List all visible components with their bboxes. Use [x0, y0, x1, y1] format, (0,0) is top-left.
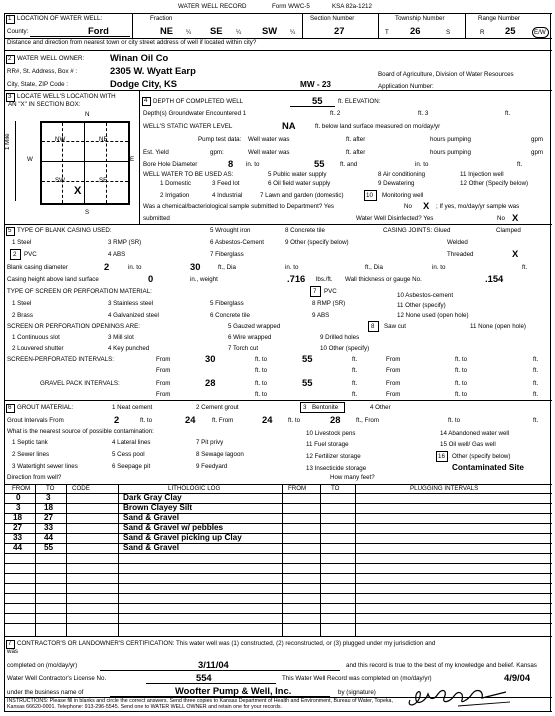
grout-ft-end: ft.	[533, 417, 539, 424]
township-value: 26	[410, 25, 421, 36]
record-completed-label: This Water Well Record was completed on (mo/day/yr)	[282, 675, 432, 682]
city-value: Dodge City, KS	[110, 78, 178, 89]
ksa-reference: KSA 82a-1212	[332, 3, 372, 10]
opening-8-label: Saw cut	[384, 323, 407, 330]
blank-ft-dia: ft., Dia	[218, 264, 236, 271]
plugging-intervals-header: PLUGGING INTERVALS	[410, 485, 479, 492]
screen-intervals-label: SCREEN-PERFORATED INTERVALS:	[7, 356, 114, 363]
record-true-text: and this record is true to the best of my knowledge and belief. Kansas	[346, 662, 537, 669]
business-name-label: under the business name of	[7, 689, 84, 696]
chem-if-yes: ; If yes, mo/day/yr sample was	[436, 203, 520, 210]
yield-label: Est. Yield	[143, 149, 169, 156]
opening-2: 2 Louvered shutter	[12, 345, 64, 352]
use-2: 2 Irrigation	[160, 192, 190, 199]
nw-label: NW	[55, 136, 66, 143]
gp-ft-1: ft.	[352, 380, 358, 387]
depth-label: DEPTH OF COMPLETED WELL	[153, 98, 244, 105]
material-12: 12 None used (open hole)	[397, 312, 469, 319]
gw-ft-2: ft. 2	[330, 110, 341, 117]
use-6: 6 Oil field water supply	[268, 180, 331, 187]
contam-5: 5 Cess pool	[112, 451, 145, 458]
contam-12: 12 Fertilizer storage	[306, 453, 361, 460]
depth-value: 55	[312, 95, 323, 106]
opening-1: 1 Continuous slot	[12, 334, 60, 341]
log-from-header: FROM	[12, 485, 31, 492]
opening-4: 4 Key punched	[108, 345, 150, 352]
city-label: City, State, ZIP Code :	[7, 81, 68, 88]
log-row-from: 44	[13, 543, 23, 552]
plug-from-header: FROM	[288, 485, 307, 492]
business-name-value: Woofter Pump & Well, Inc.	[175, 685, 292, 696]
gp-ft-to-2: ft. to	[455, 380, 468, 387]
log-row-from: 0	[16, 493, 21, 502]
ne-label: NE	[99, 136, 108, 143]
blank-diameter-label: Blank casing diameter	[7, 264, 68, 271]
material-3: 3 Stainless steel	[108, 300, 154, 307]
log-row-description: Sand & Gravel w/ pebbles	[123, 523, 224, 532]
water-was-2: Well water was	[248, 149, 290, 156]
contam-9: 9 Feedyard	[196, 463, 228, 470]
gp-from-3: From	[156, 391, 171, 398]
screen-material-label: TYPE OF SCREEN OR PERFORATION MATERIAL:	[7, 288, 152, 295]
well-location-x: X	[74, 185, 82, 197]
contam-6: 6 Seepage pit	[112, 463, 151, 470]
quarter-mark: ¼	[290, 29, 296, 36]
yield-gpm: gpm:	[210, 149, 224, 156]
log-code-header: CODE	[72, 485, 90, 492]
lbs-ft: lbs./ft.	[316, 276, 333, 283]
section-5-number: 5	[8, 227, 12, 234]
static-level-rest: ft. below land surface measured on mo/day/yr	[315, 123, 441, 130]
bore-label: Bore Hole Diameter	[143, 161, 198, 168]
section-grid	[40, 121, 130, 205]
contam-8: 8 Sewage lagoon	[196, 451, 244, 458]
frame-top	[4, 13, 552, 14]
spi-from-2: From	[386, 356, 401, 363]
license-label: Water Well Contractor's License No.	[7, 675, 107, 682]
gp-from-2: From	[386, 380, 401, 387]
grout-4: 4 Other	[370, 404, 391, 411]
owner-label: WATER WELL OWNER:	[17, 55, 85, 62]
township-s: S	[446, 29, 451, 36]
use-12: 12 Other (Specify below)	[460, 180, 529, 187]
township-label: Township Number	[395, 15, 445, 22]
gp-to-value: 55	[302, 377, 313, 388]
spi-ft-1: ft.	[352, 356, 358, 363]
blank-to-value: 30	[190, 261, 201, 272]
bore-value: 8	[228, 158, 234, 169]
se-label: SE	[99, 177, 108, 184]
blank-diameter-value: 2	[104, 261, 110, 272]
joints-threaded: Threaded	[447, 251, 474, 258]
bore-to-value: 55	[314, 158, 325, 169]
pump-test-label: Pump test data:	[198, 136, 242, 143]
one-mile-label: 1 Mile	[4, 133, 11, 150]
material-1: 1 Steel	[12, 300, 32, 307]
log-row-description: Brown Clayey Silt	[123, 503, 193, 512]
hours-pumping-2: hours pumping	[430, 149, 471, 156]
lithologic-log-header: LITHOLOGIC LOG	[168, 485, 221, 492]
gp-from-4: From	[386, 391, 401, 398]
address-value: 2305 W. Wyatt Earp	[110, 65, 196, 76]
log-row-to: 18	[44, 503, 54, 512]
casing-4: 4 ABS	[108, 251, 126, 258]
form-number: Form WWC-5	[272, 3, 310, 10]
material-8: 8 RMP (SR)	[312, 300, 346, 307]
casing-7: 7 Fiberglass	[210, 251, 244, 258]
contam-2: 2 Sewer lines	[12, 451, 50, 458]
opening-7: 7 Torch cut	[228, 345, 259, 352]
log-row-from: 3	[16, 503, 21, 512]
frame-bottom	[4, 711, 552, 712]
spi-from-1: From	[156, 356, 171, 363]
blank-in-to: in. to	[128, 264, 142, 271]
disinfected-question: Water Well Disinfected? Yes	[356, 215, 434, 222]
log-row-from: 33	[13, 533, 23, 542]
use-4: 4 Industrial	[212, 192, 243, 199]
casing-2-label: PVC	[24, 251, 37, 258]
application-number-label: Application Number:	[378, 83, 434, 90]
use-8: 8 Air conditioning	[378, 171, 426, 178]
contam-3: 3 Watertight sewer lines	[12, 463, 78, 470]
weight-value: .716	[287, 273, 306, 284]
gp-ft-to-4: ft. to	[455, 391, 468, 398]
section-3-number: 3	[8, 93, 12, 100]
board-text: Board of Agriculture, Division of Water Resources	[378, 71, 514, 78]
gp-from-1: From	[156, 380, 171, 387]
gp-ft-4: ft.	[533, 391, 539, 398]
log-row-description: Dark Gray Clay	[123, 493, 182, 502]
wall-thickness-label: Wall thickness or gauge No.	[345, 276, 422, 283]
owner-value: Winan Oil Co	[110, 52, 169, 63]
static-level-value: NA	[282, 120, 296, 131]
mile-scale-line	[15, 121, 16, 201]
location-heading: LOCATION OF WATER WELL:	[17, 15, 103, 22]
locate-heading-1: LOCATE WELL'S LOCATION WITH	[17, 93, 116, 100]
section-7-number: 7	[8, 640, 12, 647]
spi-ft-to-3: ft. to	[255, 367, 268, 374]
quarter-mark: ¼	[186, 29, 192, 36]
gpm-1: gpm	[531, 136, 544, 143]
casing-height-value: 0	[148, 273, 154, 284]
grout-3: 3	[303, 404, 307, 411]
material-2: 2 Brass	[12, 312, 33, 319]
frame-right	[550, 13, 551, 712]
disinfected-no-x: X	[512, 212, 519, 223]
joints-welded: Welded	[447, 239, 468, 246]
bore-ft-end: ft.	[517, 161, 523, 168]
disinfected-no: No	[497, 215, 505, 222]
ew-circle	[532, 27, 549, 38]
locate-heading-2: AN "X" IN SECTION BOX:	[8, 101, 81, 108]
material-7: 7	[313, 288, 317, 295]
section-4-number: 4	[144, 97, 148, 104]
opening-10: 10 Other (specify)	[320, 345, 370, 352]
log-row-from: 18	[13, 513, 23, 522]
gpm-2: gpm	[531, 149, 544, 156]
log-row-to: 3	[46, 493, 51, 502]
log-row-description: Sand & Gravel	[123, 513, 179, 522]
use-5: 5 Public water supply	[268, 171, 327, 178]
opening-3: 3 Mill slot	[108, 334, 134, 341]
submitted-label: submitted	[143, 215, 170, 222]
range-label: Range Number	[478, 15, 520, 22]
groundwater-label: Depth(s) Groundwater Encountered 1	[143, 110, 247, 117]
grout-to-1-value: 24	[185, 414, 196, 425]
material-4: 4 Galvanized steel	[108, 312, 159, 319]
log-row-from: 27	[13, 523, 23, 532]
bore-in-to-2: in. to	[415, 161, 429, 168]
log-row-description: Sand & Gravel	[123, 543, 179, 552]
use-3: 3 Feed lot	[212, 180, 240, 187]
spi-ft-to-4: ft. to	[455, 367, 468, 374]
gw-ft-4: ft.	[505, 110, 511, 117]
grout-from-2-value: 24	[262, 414, 273, 425]
opening-11: 11 None (open hole)	[470, 323, 526, 330]
spi-from-value: 30	[205, 353, 216, 364]
spi-ft-2: ft.	[533, 356, 539, 363]
grout-2: 2 Cement grout	[196, 404, 239, 411]
grout-ft-to-3: ft. to	[448, 417, 461, 424]
contam-4: 4 Lateral lines	[112, 439, 151, 446]
joints-clamped: Clamped	[496, 227, 521, 234]
casing-6: 6 Asbestos-Cement	[210, 239, 264, 246]
use-10: 10	[366, 192, 373, 199]
township-t: T	[385, 29, 389, 36]
casing-height-label: Casing height above land surface	[7, 276, 99, 283]
chem-no-x: X	[423, 200, 430, 211]
weight-label: in., weight	[190, 276, 218, 283]
spi-ft-to-1: ft. to	[255, 356, 268, 363]
log-row-to: 55	[44, 543, 54, 552]
gw-ft-3: ft. 3	[418, 110, 429, 117]
spi-ft-3: ft.	[352, 367, 358, 374]
range-r: R	[480, 29, 485, 36]
spi-from-4: From	[386, 367, 401, 374]
contam-7: 7 Pit privy	[196, 439, 224, 446]
certification-text: CONTRACTOR'S OR LANDOWNER'S CERTIFICATION: This water well was (1) constructed, (2) reconstructed, or (3) plugged under my jurisdiction and	[17, 640, 436, 647]
material-11: 11 Other (specify)	[397, 302, 446, 309]
contamination-label: What is the nearest source of possible contamination:	[7, 428, 154, 435]
section-2-number: 2	[8, 55, 12, 62]
fraction-2: SE	[210, 25, 223, 36]
casing-3: 3 RMP (SR)	[108, 239, 142, 246]
casing-joints-label: CASING JOINTS: Glued	[383, 227, 451, 234]
monitoring-well-id: MW - 23	[300, 80, 331, 89]
use-10-label: Monitoring well	[382, 192, 424, 199]
range-value: 25	[505, 25, 516, 36]
grout-ft-from: ft. From	[212, 417, 234, 424]
spi-ft-4: ft.	[533, 367, 539, 374]
north-label: N	[85, 111, 90, 118]
contam-13: 13 Insecticide storage	[306, 465, 367, 472]
hours-pumping-1: hours pumping	[430, 136, 471, 143]
chem-sample-question: Was a chemical/bacteriological sample submitted to Department? Yes	[143, 203, 334, 210]
ft-after-1: ft. after	[346, 136, 366, 143]
blank-ft-dia-2: ft., Dia	[365, 264, 383, 271]
sw-label: SW	[55, 177, 65, 184]
material-10: 10 Asbestos-cement	[397, 292, 454, 299]
grout-ft-to-2: ft. to	[288, 417, 301, 424]
openings-label: SCREEN OR PERFORATION OPENINGS ARE:	[7, 323, 140, 330]
casing-1: 1 Steel	[12, 239, 32, 246]
fraction-1: NE	[160, 25, 174, 36]
wall-thickness-value: .154	[485, 273, 504, 284]
direction-from-well: Direction from well?	[7, 474, 62, 481]
section-1-number: 1	[8, 15, 12, 22]
log-row-to: 44	[44, 533, 54, 542]
county-value: Ford	[88, 25, 109, 36]
contam-14: 14 Abandoned water well	[440, 430, 510, 437]
casing-8: 8 Concrete tile	[285, 227, 325, 234]
gp-ft-2: ft.	[533, 380, 539, 387]
casing-9: 9 Other (specify below)	[285, 239, 349, 246]
section-6-number: 6	[8, 404, 12, 411]
plug-to-header: TO	[331, 485, 340, 492]
signature-label: by (signature)	[338, 689, 376, 696]
bore-ft-and: ft. and	[340, 161, 358, 168]
static-level-label: WELL'S STATIC WATER LEVEL	[143, 123, 233, 130]
ft-after-2: ft. after	[346, 149, 366, 156]
bore-in-to: in. to	[246, 161, 260, 168]
water-was-1: Well water was	[248, 136, 290, 143]
material-6: 6 Concrete tile	[210, 312, 250, 319]
gp-ft-to-3: ft. to	[255, 391, 268, 398]
spi-ft-to-2: ft. to	[455, 356, 468, 363]
completed-on-value: 3/11/04	[198, 659, 229, 670]
gp-from-value: 28	[205, 377, 216, 388]
license-value: 554	[196, 672, 212, 683]
log-row-to: 33	[44, 523, 54, 532]
section-number-label: Section Number	[310, 15, 355, 22]
fraction-label: Fraction	[150, 15, 173, 22]
opening-9: 9 Drilled holes	[320, 334, 360, 341]
grout-1: 1 Neat cement	[112, 404, 153, 411]
cert-was: was	[7, 648, 19, 655]
use-label: WELL WATER TO BE USED AS:	[143, 171, 234, 178]
use-7: 7 Lawn and garden (domestic)	[260, 192, 344, 199]
form-title: WATER WELL RECORD	[178, 3, 247, 10]
contam-16-label: Other (specify below)	[452, 453, 511, 460]
distance-question: Distance and direction from nearest town or city street address of well if located within city?	[7, 39, 257, 46]
section-value: 27	[334, 25, 345, 36]
chem-no: No	[404, 203, 412, 210]
blank-in-to-2: in. to	[285, 264, 299, 271]
contam-15: 15 Oil well/ Gas well	[440, 441, 496, 448]
opening-6: 6 Wire wrapped	[228, 334, 272, 341]
quarter-mark: ¼	[236, 29, 242, 36]
spi-from-3: From	[156, 367, 171, 374]
gravel-pack-label: GRAVEL PACK INTERVALS:	[40, 380, 120, 387]
blank-in-to-3: in. to	[432, 264, 446, 271]
west-label: W	[27, 156, 33, 163]
grout-material-label: GROUT MATERIAL:	[17, 404, 74, 411]
contam-11: 11 Fuel storage	[306, 441, 349, 448]
spi-to-value: 55	[302, 353, 313, 364]
grout-intervals-label: Grout Intervals From	[7, 417, 64, 424]
fraction-3: SW	[262, 25, 278, 36]
opening-5: 5 Gauzed wrapped	[228, 323, 281, 330]
use-11: 11 Injection well	[460, 171, 504, 178]
log-row-to: 27	[44, 513, 54, 522]
material-5: 5 Fiberglass	[210, 300, 244, 307]
threaded-x: X	[512, 248, 519, 259]
gp-ft-to-1: ft. to	[255, 380, 268, 387]
log-to-header: TO	[46, 485, 55, 492]
completed-on-label: completed on (mo/day/yr)	[7, 662, 78, 669]
instructions-line-2: Kansas 66620-0001. Telephone: 913-296-5545. Send one to WATER WELL OWNER and retain one for your records.	[7, 704, 283, 710]
contam-10: 10 Livestock pens	[306, 430, 356, 437]
county-label: County:	[7, 28, 29, 35]
address-label: RR#, St. Address, Box # :	[7, 68, 78, 75]
east-west: E/W	[534, 29, 546, 36]
casing-2: 2	[13, 251, 17, 258]
material-9: 9 ABS	[312, 312, 330, 319]
contam-1: 1 Septic tank	[12, 439, 48, 446]
grout-from-1-value: 2	[114, 414, 120, 425]
gp-ft-3: ft.	[352, 391, 358, 398]
east-label: E	[130, 156, 135, 163]
use-1: 1 Domestic	[160, 180, 191, 187]
grout-to-2-value: 28	[330, 414, 341, 425]
grout-3-label: Bentonite	[312, 404, 339, 411]
opening-8: 8	[371, 323, 375, 330]
how-many-feet: How many feet?	[330, 474, 375, 481]
casing-type-label: TYPE OF BLANK CASING USED:	[17, 227, 112, 234]
log-row-description: Sand & Gravel picking up Clay	[123, 533, 242, 542]
frame-left	[4, 13, 5, 712]
instructions-line-1: INSTRUCTIONS: Please fill in blanks and circle the correct answers. Send three copies to Kansas Department of Health and Environment, Bureau of Water, Topeka,	[7, 698, 393, 704]
contaminated-site: Contaminated Site	[452, 463, 524, 472]
casing-5: 5 Wrought iron	[210, 227, 251, 234]
contam-16: 16	[438, 453, 445, 460]
material-7-label: PVC	[324, 288, 337, 295]
grout-ft-from-2: ft., From	[356, 417, 380, 424]
grout-ft-to-1: ft. to	[140, 417, 153, 424]
blank-ft-end: ft.	[522, 264, 528, 271]
elevation-label: ft. ELEVATION:	[338, 98, 381, 105]
record-completed-value: 4/9/04	[504, 672, 531, 683]
south-label: S	[85, 209, 90, 216]
use-9: 9 Dewatering	[378, 180, 415, 187]
